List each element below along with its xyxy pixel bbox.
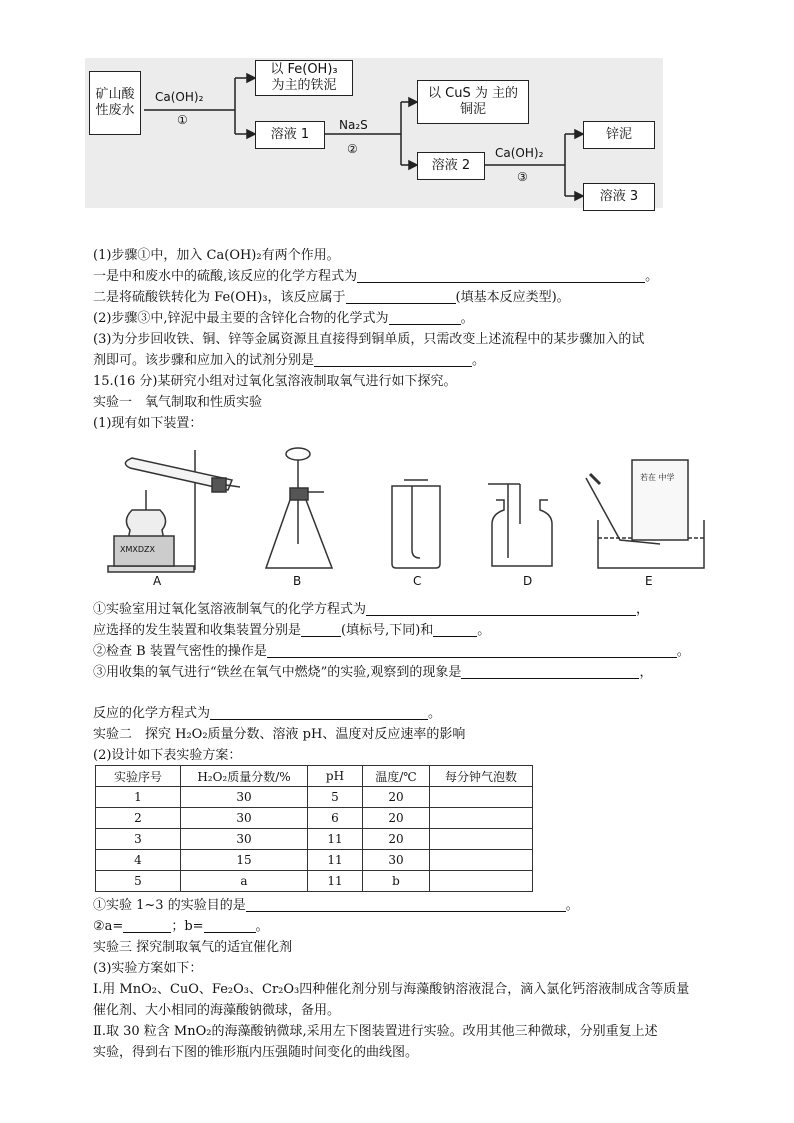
cell [430, 829, 533, 850]
q2-line [93, 309, 474, 328]
apparatus-figure [100, 440, 710, 576]
s2-line1: Ⅱ.取 30 粒含 MnO₂的海藻酸钠微球,采用左下图装置进行实验。改用其他三种微球，分别重复上述 [93, 1024, 658, 1039]
cell: 1 [96, 787, 181, 808]
i1b-collector-blank[interactable] [433, 622, 477, 637]
stand-base [108, 566, 194, 572]
q1-part1-line [93, 267, 658, 286]
step3-label: ③ [517, 170, 528, 184]
cell: 11 [308, 829, 363, 850]
i3b-text: 反应的化学方程式为 [93, 706, 211, 721]
t1-text: ①实验 1~3 的实验目的是 [93, 898, 246, 913]
solution1-box [255, 121, 325, 149]
label-E: E [645, 574, 653, 588]
solution2-label: 溶液 2 [431, 158, 471, 173]
q3-end: 。 [472, 353, 486, 368]
exp2-heading: 实验二 探究 H₂O₂质量分数、溶液 pH、温度对反应速率的影响 [93, 727, 466, 742]
cell: 4 [96, 850, 181, 871]
q2-text: (2)步骤③中,锌泥中最主要的含锌化合物的化学式为 [93, 311, 389, 326]
i3-end: ， [639, 665, 653, 680]
cell [430, 871, 533, 892]
solution1-label: 溶液 1 [270, 127, 310, 142]
header-cell: pH [308, 766, 363, 787]
cell [430, 787, 533, 808]
cell: 30 [181, 829, 308, 850]
i2-blank[interactable] [267, 643, 677, 658]
t1-blank[interactable] [246, 897, 566, 912]
i1b-line [93, 621, 490, 640]
q1-part2-end: (填基本反应类型)。 [455, 290, 570, 305]
cell: 6 [308, 808, 363, 829]
cell [430, 808, 533, 829]
i3-blank[interactable] [461, 664, 639, 679]
cell: b [363, 871, 430, 892]
cell: 15 [181, 850, 308, 871]
experiment-table [95, 765, 533, 892]
sub2-text: (2)设计如下表实验方案： [93, 748, 242, 763]
cell: 30 [181, 787, 308, 808]
label-D: D [523, 574, 533, 588]
q1-equation-blank[interactable] [357, 268, 645, 283]
step2-label: ② [347, 142, 358, 156]
s1-line1: Ⅰ.用 MnO₂、CuO、Fe₂O₃、Cr₂O₃四种催化剂分别与海藻酸钠溶液混合，滴入氯化钙溶液制成含等质量 [93, 982, 690, 997]
i3-line [93, 663, 652, 682]
i1b-text: 应选择的发生装置和收集装置分别是 [93, 623, 302, 638]
zinc-mud-box [583, 121, 655, 149]
flow-arrows [85, 58, 663, 208]
table-row [96, 787, 533, 808]
i2-text: ②检查 B 装置气密性的操作是 [93, 644, 267, 659]
solution3-label: 溶液 3 [599, 189, 639, 204]
q1-part2-text: 二是将硫酸铁转化为 Fe(OH)₃，该反应属于 [93, 290, 346, 305]
cell: 30 [363, 850, 430, 871]
table-row [96, 829, 533, 850]
header-cell: 实验序号 [96, 766, 181, 787]
i2-end: 。 [676, 644, 690, 659]
i1b-end: 。 [477, 623, 491, 638]
q1-part1-text: 一是中和废水中的硫酸,该反应的化学方程式为 [93, 269, 358, 284]
exp1-heading: 实验一 氧气制取和性质实验 [93, 395, 263, 410]
cell: 5 [308, 787, 363, 808]
i1-text: ①实验室用过氧化氢溶液制氧气的化学方程式为 [93, 602, 367, 617]
reagent2-label: Na₂S [339, 118, 368, 132]
q3-line1: (3)为分步回收铁、铜、锌等金属资源且直接得到铜单质，只需改变上述流程中的某步骤加入的试 [93, 332, 645, 347]
b-blank[interactable] [204, 918, 256, 933]
cell: 2 [96, 808, 181, 829]
cell: 20 [363, 808, 430, 829]
i1-end: ， [636, 602, 650, 617]
q3-answer-blank[interactable] [314, 352, 472, 367]
bottle-label: 若在 中学 [640, 473, 675, 482]
copper-mud-box [417, 80, 529, 124]
i3b-line [93, 704, 441, 723]
a-blank[interactable] [123, 918, 171, 933]
table-row [96, 871, 533, 892]
i2-line [93, 642, 690, 661]
label-C: C [413, 574, 422, 588]
source-box [89, 71, 141, 135]
sub3-text: (3)实验方案如下： [93, 961, 203, 976]
q1-reaction-type-blank[interactable] [346, 289, 456, 304]
i3b-end: 。 [428, 706, 442, 721]
q3-line2-text: 剂即可。该步骤和应加入的试剂分别是 [93, 353, 315, 368]
reagent1-label: Ca(OH)₂ [155, 90, 204, 104]
q1-part2-line [93, 288, 570, 307]
t1-line [93, 896, 579, 915]
cell: 30 [181, 808, 308, 829]
sub1-text: (1)现有如下装置： [93, 416, 203, 431]
header-cell: 温度/℃ [363, 766, 430, 787]
label-B: B [293, 574, 302, 588]
flow-diagram [85, 58, 663, 208]
t2a-text: ②a= [93, 919, 124, 934]
cell: a [181, 871, 308, 892]
q1-part1-end: 。 [645, 269, 659, 284]
i1-line [93, 600, 649, 619]
copper-mud-label: 以 CuS 为 主的铜泥 [428, 86, 518, 117]
step1-label: ① [177, 113, 188, 127]
solution2-box [417, 152, 485, 180]
cell: 11 [308, 871, 363, 892]
s2-line2: 实验，得到右下图的锥形瓶内压强随时间变化的曲线图。 [93, 1045, 419, 1060]
reagent3-label: Ca(OH)₂ [495, 146, 544, 160]
cell: 20 [363, 829, 430, 850]
i1b-mid: (填标号,下同)和 [341, 623, 434, 638]
cell [430, 850, 533, 871]
table-row [96, 808, 533, 829]
source-label: 矿山酸性废水 [95, 87, 135, 118]
cell: 5 [96, 871, 181, 892]
q2-end: 。 [460, 311, 474, 326]
label-A: A [153, 574, 162, 588]
table-header-row [96, 766, 533, 787]
i1-equation-blank[interactable] [366, 601, 636, 616]
q3-line2 [93, 351, 485, 370]
i3-text: ③用收集的氧气进行“铁丝在氧气中燃烧”的实验,观察到的现象是 [93, 665, 462, 680]
t2b-text: ；b= [171, 919, 204, 934]
i3b-equation-blank[interactable] [210, 705, 428, 720]
i1b-generator-blank[interactable] [301, 622, 341, 637]
cell: 3 [96, 829, 181, 850]
cell: 20 [363, 787, 430, 808]
q1-intro: (1)步骤①中，加入 Ca(OH)₂有两个作用。 [93, 248, 340, 263]
q2-formula-blank[interactable] [389, 310, 461, 325]
t2-end: 。 [255, 919, 269, 934]
t2-line [93, 917, 269, 936]
table-row [96, 850, 533, 871]
iron-mud-box [255, 60, 353, 96]
header-cell: 每分钟气泡数 [430, 766, 533, 787]
zinc-mud-label: 锌泥 [605, 127, 632, 142]
exp3-heading: 实验三 探究制取氧气的适宜催化剂 [93, 940, 293, 955]
t1-end: 。 [565, 898, 579, 913]
solution3-box [583, 183, 655, 211]
iron-mud-label: 以 Fe(OH)₃ 为主的铁泥 [270, 62, 338, 93]
cell: 11 [308, 850, 363, 871]
header-cell: H₂O₂质量分数/% [181, 766, 308, 787]
xmxdzx-label: XMXDZX [120, 545, 155, 554]
q15-title: 15.(16 分)某研究小组对过氧化氢溶液制取氧气进行如下探究。 [93, 374, 457, 389]
s1-line2: 催化剂、大小相同的海藻酸钠微球，备用。 [93, 1003, 341, 1018]
